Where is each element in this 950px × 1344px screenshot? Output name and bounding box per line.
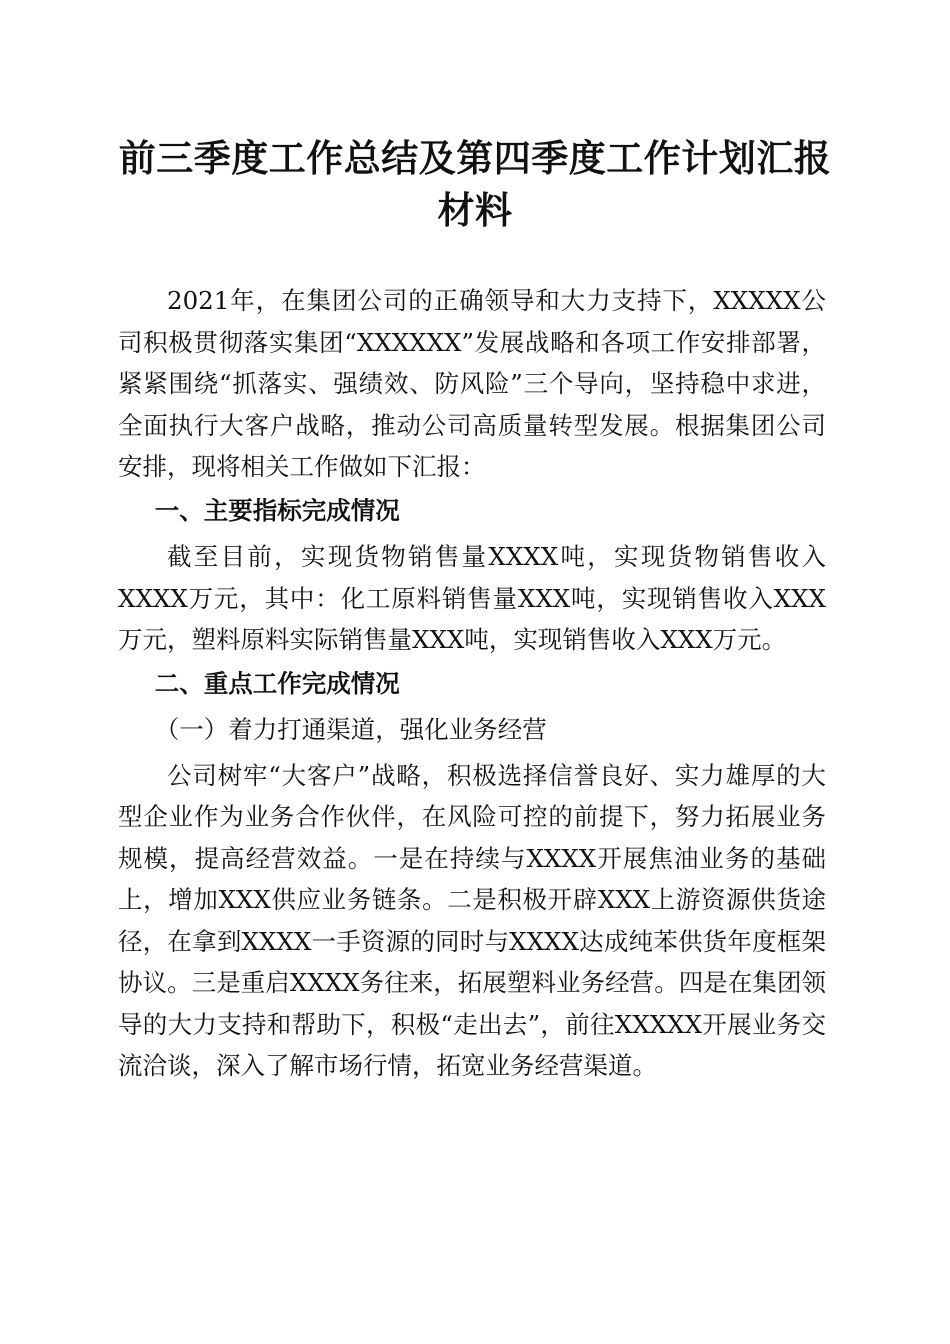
subsection-heading-channels: （一）着力打通渠道，强化业务经营 (154, 715, 547, 744)
channels-paragraph: 公司树牢“大客户”战略，积极选择信誉良好、实力雄厚的大型企业作为业务合作伙伴，在风险可控的前提下，努力拓展业务规模，提高经营效益。一是在持续与XXXX开展焦油业务的基础上，增加XXX供应业务链条。二是积极开辟XXX上游资源供货途径，在拿到XXXX一手资源的同时与XXXX达成纯苯供货年度框架协议。三是重启XXXX务往来，拓展塑料业务经营。四是在集团领导的大力支持和帮助下，积极“走出去”，前往XXXXX开展业务交流洽谈，深入了解市场行情，拓宽业务经营渠道。 (118, 760, 826, 1080)
section-heading-key-work: 二、重点工作完成情况 (154, 668, 400, 698)
intro-paragraph: 2021年，在集团公司的正确领导和大力支持下，XXXXX公司积极贯彻落实集团“XXXXXX”发展战略和各项工作安排部署，紧紧围绕“抓落实、强绩效、防风险”三个导向，坚持稳中求进，全面执行大客户战略，推动公司高质量转型发展。根据集团公司安排，现将相关工作做如下汇报： (118, 286, 826, 481)
main-indicators-paragraph: 截至目前，实现货物销售量XXXX吨，实现货物销售收入XXXX万元，其中：化工原料销售量XXX吨，实现销售收入XXX万元，塑料原料实际销售量XXX吨，实现销售收入XXX万元。 (118, 542, 826, 654)
document-title: 前三季度工作总结及第四季度工作计划汇报材料 (118, 136, 832, 232)
section-heading-main-indicators: 一、主要指标完成情况 (154, 495, 400, 525)
document-body (118, 280, 826, 1089)
